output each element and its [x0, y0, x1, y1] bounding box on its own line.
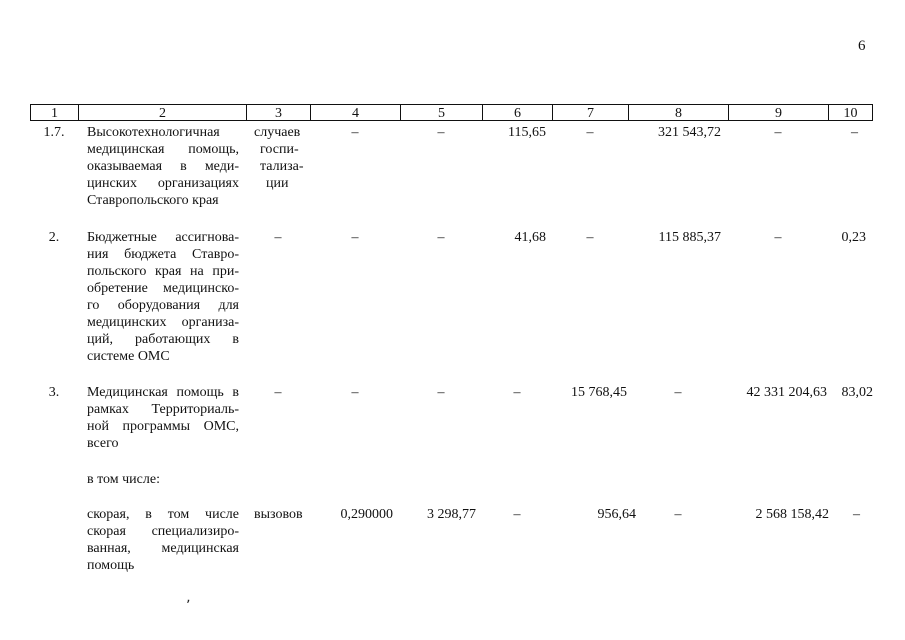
- cell-col7: 15 768,45: [571, 385, 627, 400]
- cell-col7: –: [586, 125, 594, 140]
- cell-col10: –: [851, 125, 858, 140]
- description-line: цинских организациях: [87, 176, 239, 191]
- description-line: ной программы ОМС,: [87, 419, 239, 434]
- column-header-8: 8: [628, 104, 728, 121]
- column-header-1: 1: [30, 104, 78, 121]
- cell-col9: 42 331 204,63: [746, 385, 827, 400]
- subheading: в том числе:: [87, 472, 160, 487]
- cell-col4: –: [351, 385, 359, 400]
- column-header-6: 6: [482, 104, 552, 121]
- cell-col8: –: [674, 385, 682, 400]
- description-line: ций, работающих в: [87, 332, 239, 347]
- row-unit: [254, 124, 308, 192]
- row-description: [87, 124, 239, 209]
- description-line: всего: [87, 436, 119, 451]
- description-line: Бюджетные ассигнова-: [87, 230, 239, 245]
- cell-col6: –: [513, 385, 521, 400]
- column-header-7: 7: [552, 104, 628, 121]
- row-number: 3.: [48, 385, 60, 400]
- cell-col5: –: [437, 385, 445, 400]
- cell-col6: 41,68: [514, 230, 546, 245]
- cell-col9: –: [774, 125, 782, 140]
- cell-col10: –: [853, 507, 860, 522]
- cell-col10: 83,02: [841, 385, 873, 400]
- description-line: Медицинская помощь в: [87, 385, 239, 400]
- cell-col8: 115 885,37: [658, 230, 721, 245]
- cell-col5: –: [437, 125, 445, 140]
- cell-col8: –: [674, 507, 682, 522]
- column-header-4: 4: [310, 104, 400, 121]
- row-description: [87, 384, 239, 452]
- column-header-3: 3: [246, 104, 310, 121]
- unit-line: тализа-: [260, 159, 304, 174]
- page-number: 6: [858, 38, 866, 54]
- row-unit: –: [274, 385, 282, 400]
- unit-line: случаев: [254, 125, 301, 140]
- description-line: рамках Территориаль-: [87, 402, 239, 417]
- description-line: польского края на при-: [87, 264, 239, 279]
- stray-mark: ٬: [186, 599, 191, 614]
- description-line: скорая специализиро-: [87, 524, 239, 539]
- description-line: скорая, в том числе: [87, 507, 239, 522]
- cell-col4: –: [351, 230, 359, 245]
- unit-line: ции: [266, 176, 289, 191]
- cell-col10: 0,23: [841, 230, 866, 245]
- cell-col4: –: [351, 125, 359, 140]
- description-line: ния бюджета Ставро-: [87, 247, 239, 262]
- column-header-9: 9: [728, 104, 828, 121]
- row-number: 1.7.: [43, 125, 65, 140]
- column-header-10: 10: [828, 104, 873, 121]
- cell-col5: –: [437, 230, 445, 245]
- cell-col9: –: [774, 230, 782, 245]
- row-number: 2.: [48, 230, 60, 245]
- cell-col7: 956,64: [597, 507, 636, 522]
- cell-col5: 3 298,77: [427, 507, 476, 522]
- unit-line: госпи-: [260, 142, 299, 157]
- cell-col4: 0,290000: [340, 507, 393, 522]
- column-header-5: 5: [400, 104, 482, 121]
- description-line: медицинских организа-: [87, 315, 239, 330]
- cell-col6: –: [513, 507, 521, 522]
- description-line: оказываемая в меди-: [87, 159, 239, 174]
- row-unit: –: [274, 230, 282, 245]
- description-line: Ставропольского края: [87, 193, 219, 208]
- row-unit: вызовов: [254, 507, 303, 522]
- description-line: ванная, медицинская: [87, 541, 239, 556]
- description-line: медицинская помощь,: [87, 142, 239, 157]
- description-line: го оборудования для: [87, 298, 239, 313]
- cell-col7: –: [586, 230, 594, 245]
- column-header-2: 2: [78, 104, 246, 121]
- cell-col6: 115,65: [508, 125, 546, 140]
- cell-col9: 2 568 158,42: [755, 507, 829, 522]
- cell-col8: 321 543,72: [658, 125, 721, 140]
- description-line: системе ОМС: [87, 349, 170, 364]
- description-line: Высокотехнологичная: [87, 125, 220, 140]
- row-description: [87, 229, 239, 365]
- row-description: [87, 506, 239, 574]
- description-line: помощь: [87, 558, 135, 573]
- description-line: обретение медицинско-: [87, 281, 239, 296]
